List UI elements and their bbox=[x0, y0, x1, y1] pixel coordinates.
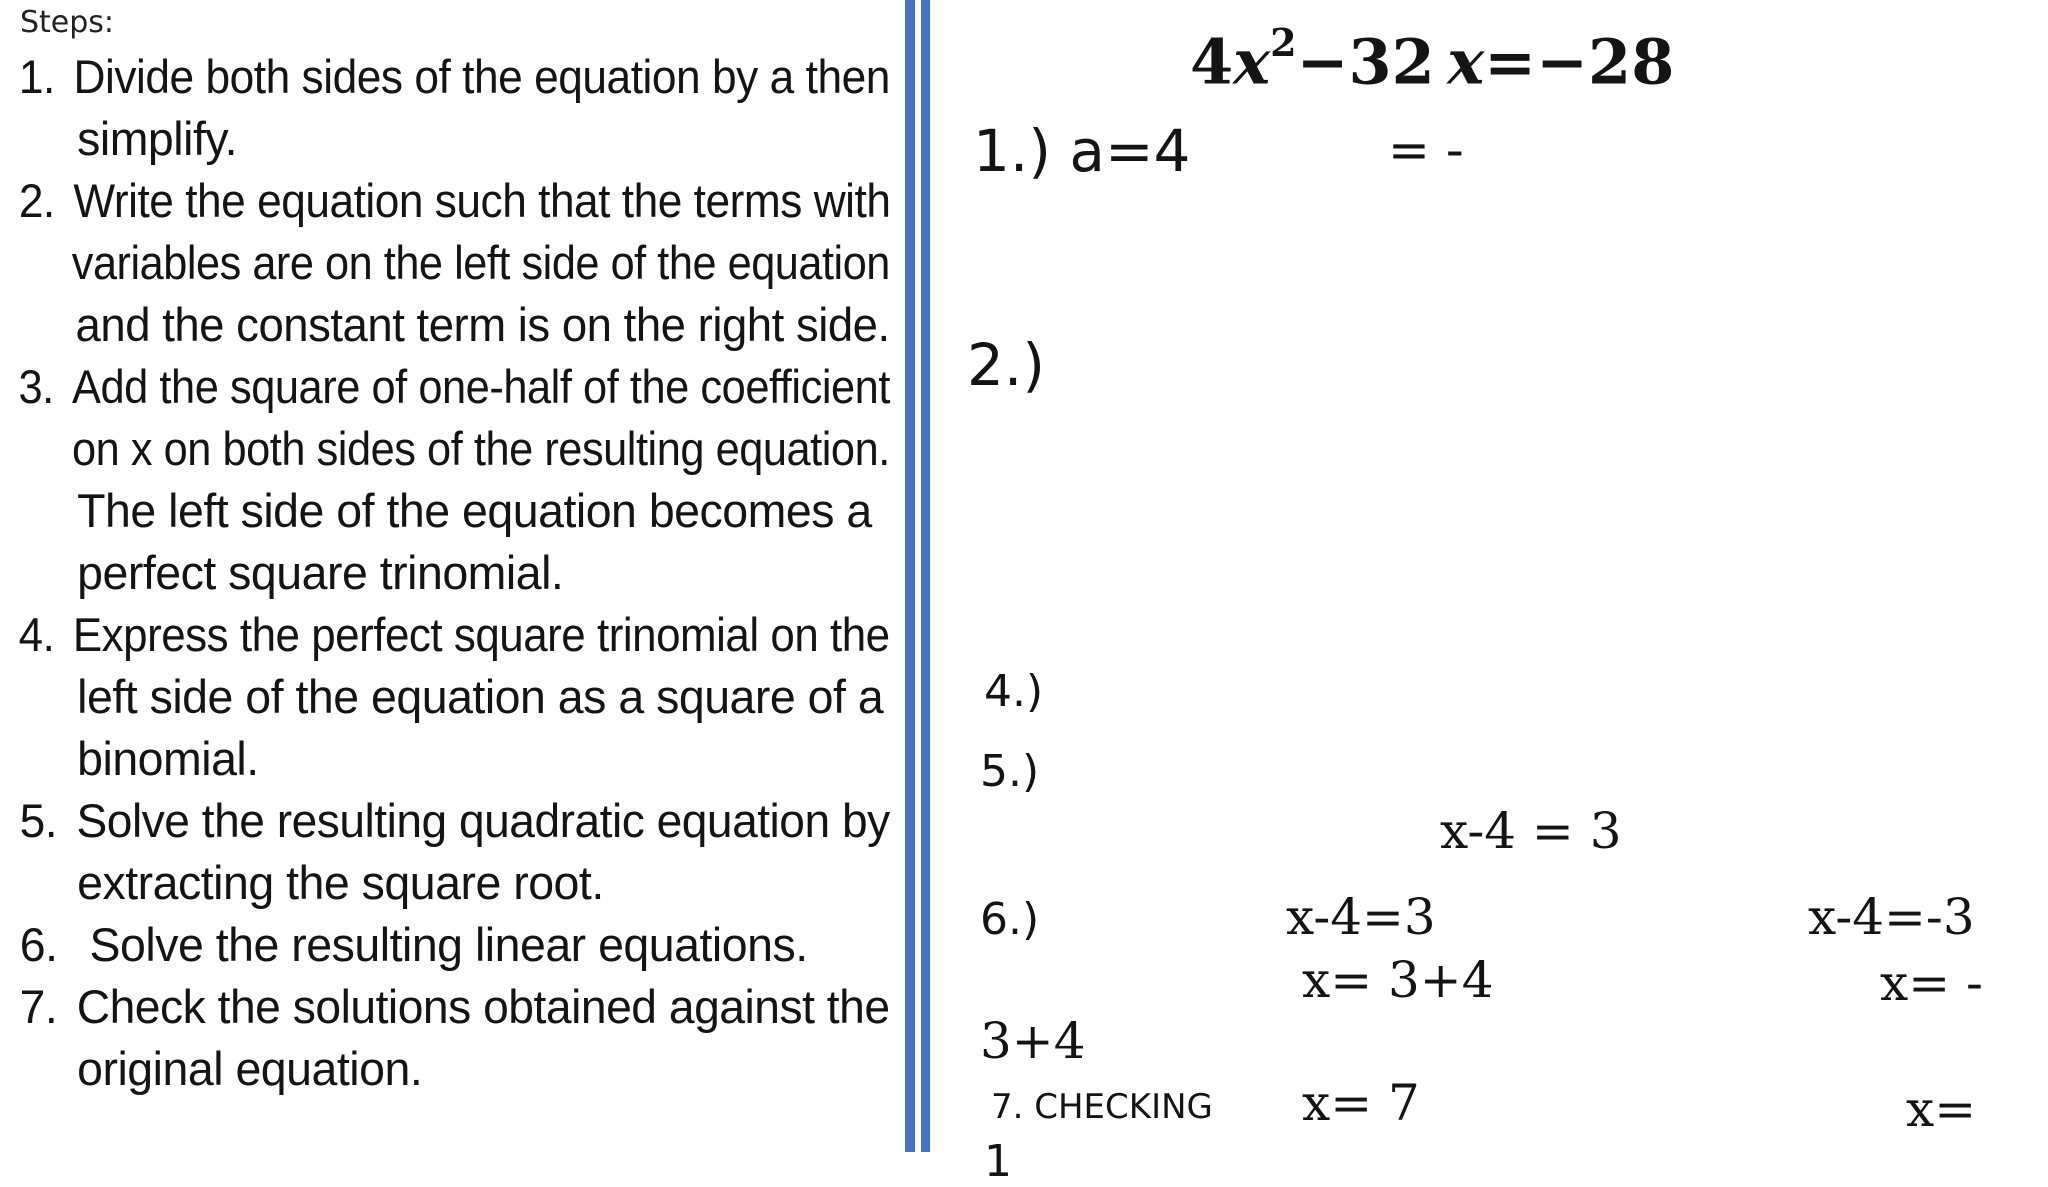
work-step-6-label: 6.) bbox=[980, 894, 1040, 945]
step-5-line bbox=[0, 852, 890, 914]
work-step-6-left-solve: x= 3+4 bbox=[1302, 951, 1494, 1009]
equation-coefficient: 4 bbox=[1190, 25, 1234, 99]
step-3-line bbox=[0, 418, 890, 480]
step-text: Solve the resulting quadratic equation by bbox=[76, 794, 890, 847]
work-step-2-label: 2.) bbox=[967, 331, 1045, 399]
step-2-line bbox=[0, 232, 890, 294]
step-3-line bbox=[0, 356, 890, 418]
step-number: 7. bbox=[19, 980, 58, 1033]
step-text: Check the solutions obtained against the bbox=[76, 980, 890, 1033]
problem-equation bbox=[1190, 20, 1675, 99]
step-6-line bbox=[0, 914, 890, 976]
step-text: Divide both sides of the equation by a then bbox=[73, 50, 890, 103]
work-step-7-label: 7. CHECKING bbox=[991, 1087, 1213, 1127]
step-text: perfect square trinomial. bbox=[77, 546, 564, 599]
equation-exponent: 2 bbox=[1270, 20, 1297, 65]
step-text: left side of the equation as a square of a bbox=[77, 670, 884, 723]
step-text: original equation. bbox=[77, 1042, 423, 1095]
step-text: binomial. bbox=[77, 732, 259, 785]
work-step-5-label: 5.) bbox=[980, 746, 1040, 797]
step-text: and the constant term is on the right side. bbox=[75, 298, 890, 351]
work-step-5-equation: x-4 = 3 bbox=[1440, 802, 1622, 860]
step-number: 6. bbox=[19, 918, 58, 971]
work-step-7-left-solution: x= 7 bbox=[1302, 1074, 1420, 1132]
step-5-line bbox=[0, 790, 890, 852]
step-number: 5. bbox=[19, 794, 58, 847]
step-text: Solve the resulting linear equations. bbox=[77, 918, 808, 971]
work-step-4-label: 4.) bbox=[984, 666, 1044, 717]
step-4-line bbox=[0, 728, 890, 790]
step-4-line bbox=[0, 604, 890, 666]
work-step-1-label: 1.) a=4 bbox=[973, 117, 1191, 185]
step-text: The left side of the equation becomes a bbox=[77, 484, 872, 537]
step-2-line bbox=[0, 170, 891, 232]
work-step-7-right-solution: x= bbox=[1906, 1080, 1977, 1138]
work-step-6-wrapped-text: 3+4 bbox=[980, 1012, 1086, 1070]
step-1-line bbox=[0, 46, 890, 108]
step-text: variables are on the left side of the equation bbox=[71, 236, 890, 289]
step-2-line bbox=[0, 294, 890, 356]
step-number: 4. bbox=[18, 608, 55, 661]
work-step-6-right-equation: x-4=-3 bbox=[1808, 888, 1975, 946]
steps-list bbox=[0, 46, 900, 1100]
equation-middle-term: −32 bbox=[1296, 25, 1435, 99]
work-step-6-left-equation: x-4=3 bbox=[1286, 888, 1436, 946]
step-4-line bbox=[0, 666, 890, 728]
step-number: 2. bbox=[18, 174, 55, 227]
column-divider-left-line bbox=[905, 0, 915, 1152]
column-divider-right-line bbox=[921, 0, 930, 1152]
equation-variable: x bbox=[1233, 25, 1271, 99]
equation-variable-2: x bbox=[1447, 25, 1485, 99]
work-step-6-right-solve: x= - bbox=[1880, 954, 1983, 1012]
step-number: 3. bbox=[18, 360, 54, 413]
steps-heading: Steps: bbox=[20, 5, 115, 40]
step-7-line bbox=[0, 1038, 890, 1100]
step-3-line bbox=[0, 542, 890, 604]
step-text: extracting the square root. bbox=[77, 856, 604, 909]
step-3-line bbox=[0, 480, 890, 542]
step-text: Add the square of one-half of the coefficient bbox=[72, 360, 890, 413]
step-1-line bbox=[0, 108, 890, 170]
step-number: 1. bbox=[18, 50, 55, 103]
step-7-line bbox=[0, 976, 890, 1038]
equation-right-side: =−28 bbox=[1484, 25, 1675, 99]
step-text: simplify. bbox=[77, 112, 238, 165]
step-text: Express the perfect square trinomial on the bbox=[72, 608, 890, 661]
step-text: Write the equation such that the terms with bbox=[73, 174, 891, 227]
step-text: on x on both sides of the resulting equation. bbox=[71, 422, 890, 475]
work-step-1-rhs: = - bbox=[1388, 121, 1464, 179]
work-cut-off-text: 1 bbox=[984, 1136, 1012, 1187]
